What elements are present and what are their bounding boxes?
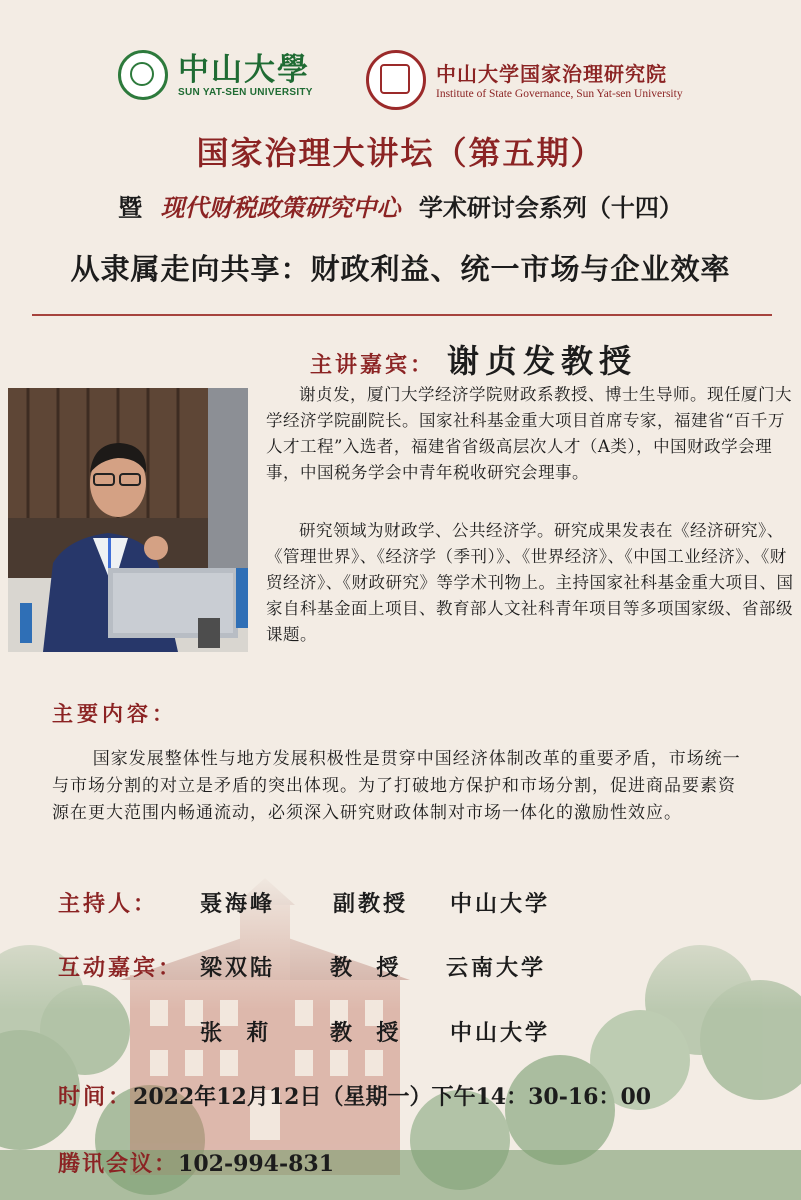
speaker-heading (310, 336, 637, 382)
institute-logo (366, 50, 683, 110)
host-label: 主持人： (58, 891, 159, 917)
speaker-bio-paragraph-1: 谢贞发，厦门大学经济学院财政系教授、博士生导师。现任厦门大学经济学院副院长。国家社科基金重大项目首席专家，福建省“百千万人才工程”入选者，福建省省级高层次人才（A类），中国财政学会理事，中国税务学会中青年税收研究会理事。 (266, 385, 792, 482)
event-subtitle (0, 188, 801, 223)
speaker-bio-paragraph-2: 研究领域为财政学、公共经济学。研究成果发表在《经济研究》、《管理世界》、《经济学（季刊）》、《世界经济》、《中国工业经济》、《财贸经济》、《财政研究》等学术刊物上。主持国家社科基金重大项目、国家自科基金面上项目、教育部人文社科青年项目等多项国家级、省部级课题。 (266, 521, 794, 644)
subtitle-prefix: 暨 (118, 193, 143, 222)
lecture-topic: 从隶属走向共享：财政利益、统一市场与企业效率 (70, 252, 731, 286)
host-org: 中山大学 (450, 891, 551, 917)
guest-name: 梁双陆 (200, 955, 276, 981)
sysu-logo (118, 50, 313, 100)
meeting-label: 腾讯会议： (58, 1151, 179, 1177)
speaker-name: 谢贞发教授 (447, 342, 638, 380)
time-label: 时间： (58, 1084, 134, 1110)
sysu-seal-icon (118, 50, 168, 100)
subtitle-suffix: 学术研讨会系列（十四） (418, 193, 683, 222)
guest-org: 云南大学 (446, 955, 547, 981)
guest-name: 张 莉 (200, 1020, 272, 1046)
institute-name-cn: 中山大学国家治理研究院 (436, 62, 667, 86)
time-value: 2022年12月12日（星期一）下午14：30-16：00 (133, 1084, 652, 1110)
institute-seal-icon (366, 50, 426, 110)
sysu-name-cn: 中山大學 (178, 51, 310, 88)
guest-org: 中山大学 (450, 1020, 551, 1046)
event-title: 国家治理大讲坛（第五期） (196, 134, 605, 172)
sysu-name-en: SUN YAT-SEN UNIVERSITY (178, 86, 313, 98)
host-name: 聂海峰 (200, 891, 276, 917)
meeting-row (58, 1147, 334, 1178)
content-heading: 主要内容： (52, 701, 177, 726)
divider (32, 314, 772, 316)
host-title: 副教授 (333, 891, 409, 917)
guests-label: 互动嘉宾： (58, 955, 184, 981)
speaker-photo (8, 388, 248, 652)
host-row (58, 887, 158, 918)
guest-title: 教 授 (330, 955, 402, 981)
subtitle-center-name: 现代财税政策研究中心 (160, 193, 401, 222)
guests-row (58, 951, 183, 982)
institute-name-en: Institute of State Governance, Sun Yat-sen University (436, 88, 683, 100)
time-row (58, 1080, 651, 1111)
speaker-label: 主讲嘉宾： (310, 352, 436, 378)
guest-title: 教 授 (330, 1020, 402, 1046)
content-abstract: 国家发展整体性与地方发展积极性是贯穿中国经济体制改革的重要矛盾，市场统一与市场分割的对立是矛盾的突出体现。为了打破地方保护和市场分割，促进商品要素资源在更大范围内畅通流动，必须深入研究财政体制对市场一体化的激励性效应。 (52, 749, 741, 823)
meeting-id: 102-994-831 (178, 1151, 335, 1177)
